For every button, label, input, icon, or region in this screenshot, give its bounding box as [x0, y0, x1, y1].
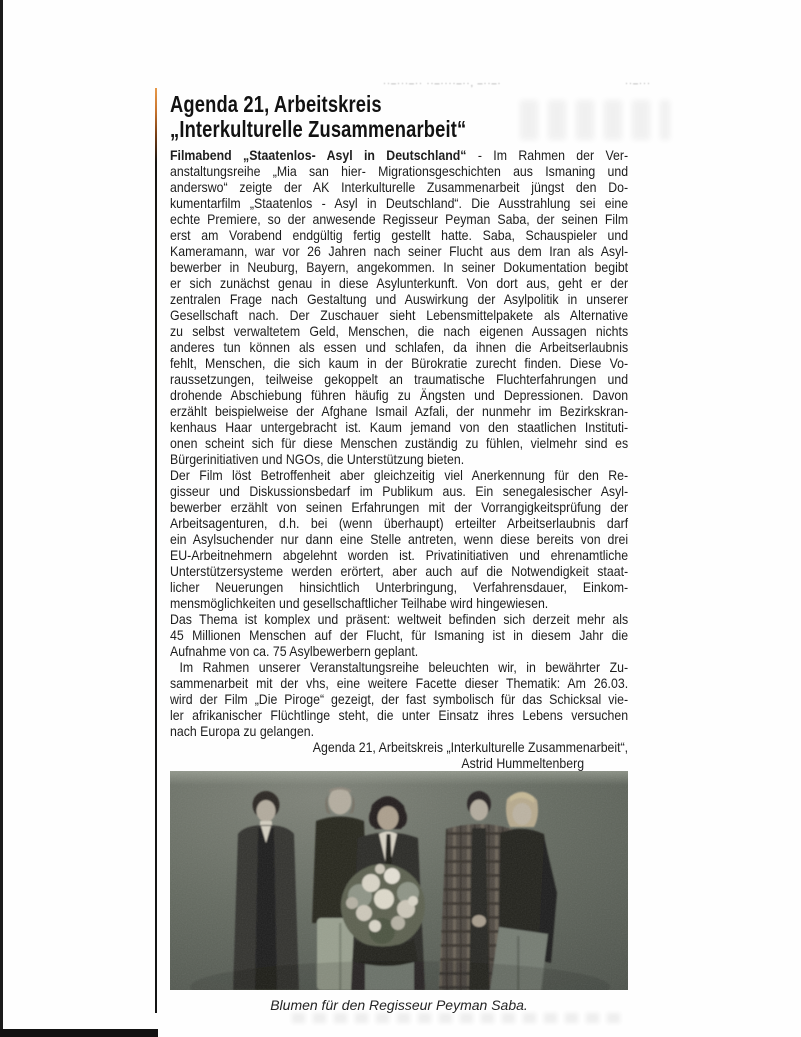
- paragraph-2: [170, 467, 628, 611]
- body-text-line: Bürgerinitiativen und NGOs, die Unterstützung bieten.: [170, 451, 465, 467]
- body-text-line: echte Premiere, so der anwesende Regisseur Peyman Saba, der seinen Film: [170, 211, 629, 227]
- lead-bold-text: Filmabend „Staatenlos- Asyl in Deutschland“: [170, 147, 467, 163]
- body-text-line: drohende Abschiebung führen häufig zu Ängsten und Depressionen. Davon: [170, 387, 629, 403]
- body-text-line: Das Thema ist komplex und präsent: weltweit befinden sich derzeit mehr als: [170, 611, 629, 627]
- article-title-line: Agenda 21, Arbeitskreis: [170, 91, 382, 117]
- body-text-line: anderswo“ zeigte der AK Interkulturelle Zusammenarbeit jüngst den Do-: [170, 179, 629, 195]
- body-text-line: onen scheint sich für diese Menschen zuständig zu fühlen, vielmehr sind es: [170, 435, 629, 451]
- body-text-line: anstaltungsreihe „Mia san hier- Migrationsgeschichten aus Ismaning und: [170, 163, 629, 179]
- body-text-line: mensmöglichkeiten und gesellschaftlicher Teilhabe wird hingewiesen.: [170, 595, 549, 611]
- lead-line: [170, 147, 628, 163]
- body-text-line: Im Rahmen unserer Veranstaltungsreihe beleuchten wir, in bewährter Zu-: [170, 659, 629, 675]
- body-text-line: er sich zunächst genau in diese Asylunterkunft. Von dort aus, geht er der: [170, 275, 629, 291]
- paragraph-3: [170, 611, 628, 659]
- body-text-line: licher Neuerungen hinsichtlich Unterbringung, Verfahrensdauer, Einkom-: [170, 579, 629, 595]
- scan-bottom-bar: [0, 1029, 158, 1037]
- bleedthrough-artifact: [292, 1013, 622, 1023]
- body-text-line: Aufnahme von ca. 75 Asylbewerbern geplant.: [170, 643, 419, 659]
- article-title-line: „Interkulturelle Zusammenarbeit“: [170, 115, 467, 142]
- paragraph-4: [170, 659, 628, 739]
- paragraph-1: [170, 147, 628, 467]
- body-text-line: fehlt, Menschen, die sich kaum in der Bürokratie zurecht finden. Diese Vo-: [170, 355, 629, 371]
- body-text-line: Gesellschaft nach. Der Zuschauer sieht Lebensmittelpakete als Alternative: [170, 307, 629, 323]
- body-text-line: kumentarfilm „Staatenlos - Asyl in Deutschland“. Die Ausstrahlung sei eine: [170, 195, 629, 211]
- scan-edge-line: [0, 0, 3, 1037]
- column-rule: [155, 88, 157, 1013]
- photo-caption: Blumen für den Regisseur Peyman Saba.: [270, 997, 528, 1013]
- body-text-line: bewerber erzählt von seinen Erfahrungen mit der Vorrangigkeitsprüfung der: [170, 499, 629, 515]
- body-text-line: raussetzungen, teilweise gekoppelt an traumatische Fluchterfahrungen und: [170, 371, 629, 387]
- header-ghost-text: ··–···–·· ··–····–··, –··–·: [383, 78, 502, 88]
- body-text-line: ein Asylsuchender nur dann eine Stelle antreten, wenn diese bereits von drei: [170, 531, 629, 547]
- header-ghost-text: ··–···: [625, 78, 651, 88]
- body-text-line: 45 Millionen Menschen auf der Flucht, für Ismaning ist in diesem Jahr die: [170, 627, 629, 643]
- article-body: [170, 147, 628, 771]
- body-text-line: EU-Arbeitnehmern abgelehnt worden ist. Privatinitiativen und ehrenamtliche: [170, 547, 629, 563]
- body-text-line: Arbeitsagenturen, d.h. bei (wenn überhaupt) erteilter Arbeitserlaubnis darf: [170, 515, 629, 531]
- body-text-line: zu selbst verwaltetem Geld, Menschen, die nach eigenen Aussagen nichts: [170, 323, 629, 339]
- byline-group: Agenda 21, Arbeitskreis „Interkulturelle Zusammenarbeit“,: [312, 739, 629, 755]
- body-text-line: sammenarbeit mit der vhs, eine weitere Facette dieser Thematik: Am 26.03.: [170, 675, 629, 691]
- body-text-line: Kameramann, war vor 26 Jahren nach seiner Flucht aus dem Iran als Asyl-: [170, 243, 629, 259]
- body-text-line: erst am Vorabend endgültig fertig gestellt hatte. Saba, Schauspieler und: [170, 227, 629, 243]
- byline-author: Astrid Hummeltenberg: [461, 755, 585, 771]
- photo-grain-overlay: [170, 771, 628, 990]
- body-text-line: Unterstützersysteme werden erörtert, aber auch auf die Notwendigkeit staat-: [170, 563, 629, 579]
- body-text-line: bewerber in Neuburg, Bayern, angekommen. In seiner Dokumentation begibt: [170, 259, 629, 275]
- body-text-line: erzählt beispielweise der Afghane Ismail Azfali, der nunmehr im Bezirkskran-: [170, 403, 629, 419]
- lead-rest-text: - Im Rahmen der Ver-: [466, 147, 629, 163]
- body-text-line: kenhaus Haar untergebracht ist. Kaum jemand von den staatlichen Instituti-: [170, 419, 629, 435]
- article-title: [170, 92, 550, 141]
- body-text-line: ler afrikanischer Flüchtlinge steht, die unter Einsatz ihres Lebens versuchen: [170, 707, 629, 723]
- body-text-line: zentralen Frage nach Gestaltung und Auswirkung der Asylpolitik in unserer: [170, 291, 629, 307]
- body-text-line: wird der Film „Die Piroge“ gezeigt, der fast symbolisch für das Schicksal vie-: [170, 691, 629, 707]
- body-text-line: nach Europa zu gelangen.: [170, 723, 315, 739]
- body-text-line: anderes tun können als essen und schlafen, da ihnen die Arbeitserlaubnis: [170, 339, 629, 355]
- article-photo: [170, 771, 628, 990]
- body-text-line: Der Film löst Betroffenheit aber gleichzeitig viel Anerkennung für den Re-: [170, 467, 629, 483]
- body-text-line: gisseur und Diskussionsbedarf im Publikum aus. Ein senegalesischer Asyl-: [170, 483, 629, 499]
